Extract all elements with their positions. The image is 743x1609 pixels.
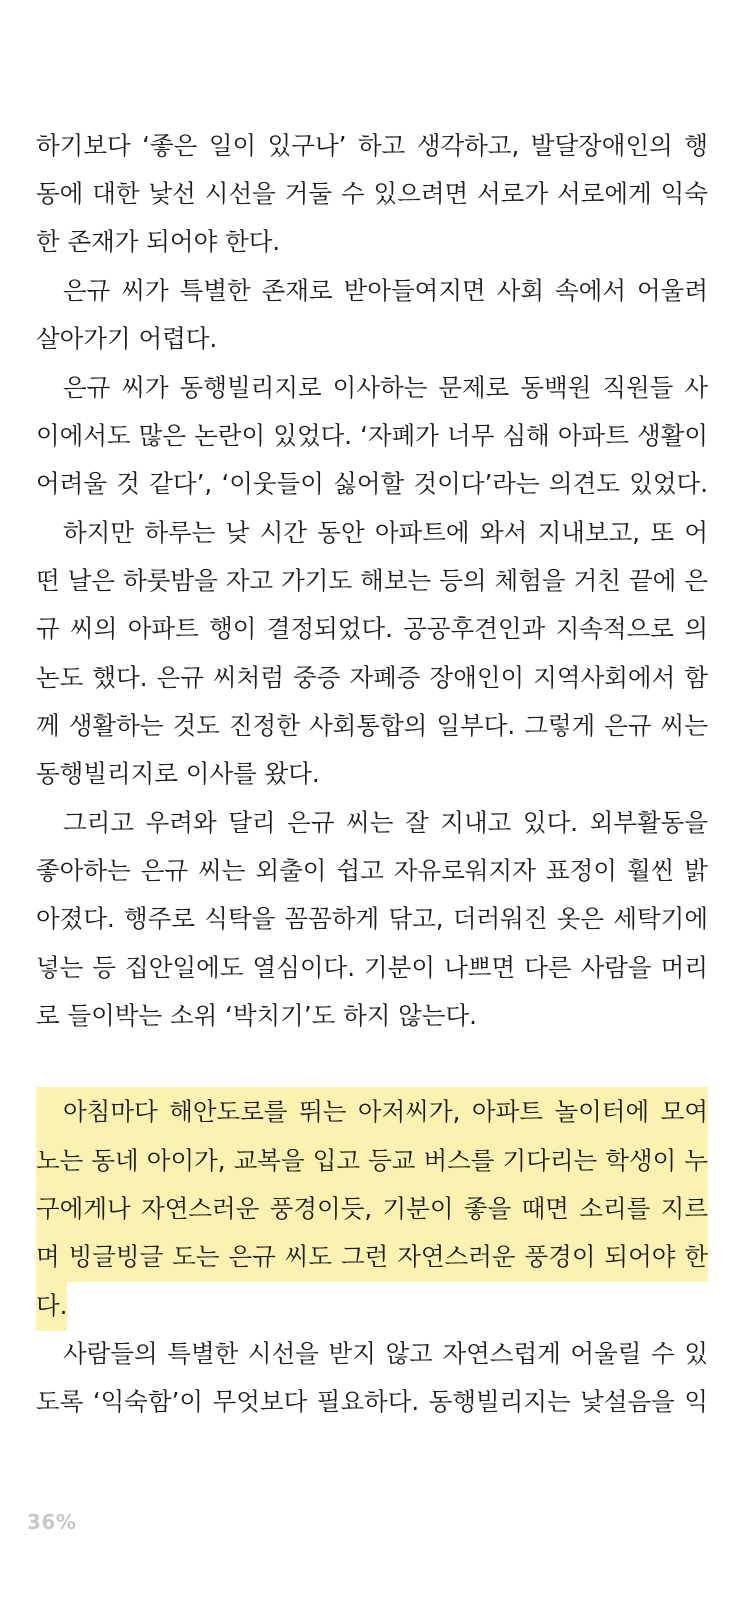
highlighted-text-line[interactable]: 아침마다 해안도로를 뛰는 아저씨가, 아파트 놀이터에 모여 (36, 1087, 708, 1137)
text-line: 이에서도 많은 논란이 있었다. ‘자폐가 너무 심해 아파트 생활이 (36, 421, 708, 450)
highlighted-text-line[interactable]: 구에게나 자연스러운 풍경이듯, 기분이 좋을 때면 소리를 지르 (36, 1184, 708, 1234)
text-line: 로 들이박는 소위 ‘박치기’도 하지 않는다. (36, 1001, 477, 1030)
text-line: 어려울 것 같다’, ‘이웃들이 싫어할 것이다’라는 의견도 있었다. (36, 469, 708, 498)
text-line: 동에 대한 낯선 시선을 거둘 수 있으려면 서로가 서로에게 익숙 (36, 179, 708, 208)
highlighted-text-line[interactable]: 노는 동네 아이가, 교복을 입고 등교 버스를 기다리는 학생이 누 (36, 1136, 708, 1186)
text-line: 한 존재가 되어야 한다. (36, 227, 281, 256)
text-line: 그리고 우려와 달리 은규 씨는 잘 지내고 있다. 외부활동을 (63, 808, 708, 837)
text-line: 은규 씨가 동행빌리지로 이사하는 문제로 동백원 직원들 사 (63, 373, 708, 402)
reading-progress: 36% (27, 1510, 77, 1534)
text-line: 좋아하는 은규 씨는 외출이 쉽고 자유로워지자 표정이 훨씬 밝 (36, 856, 708, 885)
text-line: 넣는 등 집안일에도 열심이다. 기분이 나쁘면 다른 사람을 머리 (36, 953, 708, 982)
text-line: 동행빌리지로 이사를 왔다. (36, 759, 320, 788)
text-line: 하기보다 ‘좋은 일이 있구나’ 하고 생각하고, 발달장애인의 행 (36, 131, 708, 160)
text-line: 하지만 하루는 낮 시간 동안 아파트에 와서 지내보고, 또 어 (63, 518, 708, 547)
text-line: 도록 ‘익숙함’이 무엇보다 필요하다. 동행빌리지는 낯설음을 익 (36, 1387, 708, 1416)
text-line: 규 씨의 아파트 행이 결정되었다. 공공후견인과 지속적으로 의 (36, 614, 708, 643)
highlighted-text-line[interactable]: 다. (36, 1281, 67, 1331)
text-line: 떤 날은 하룻밤을 자고 가기도 해보는 등의 체험을 거친 끝에 은 (36, 566, 708, 595)
text-line: 께 생활하는 것도 진정한 사회통합의 일부다. 그렇게 은규 씨는 (36, 711, 708, 740)
highlighted-text-line[interactable]: 며 빙글빙글 도는 은규 씨도 그런 자연스러운 풍경이 되어야 한 (36, 1232, 708, 1282)
text-line: 논도 했다. 은규 씨처럼 중증 자폐증 장애인이 지역사회에서 함 (36, 663, 708, 692)
text-line: 아졌다. 행주로 식탁을 꼼꼼하게 닦고, 더러워진 옷은 세탁기에 (36, 904, 708, 933)
text-line: 은규 씨가 특별한 존재로 받아들여지면 사회 속에서 어울려 (63, 276, 708, 305)
text-line: 살아가기 어렵다. (36, 324, 218, 353)
text-line: 사람들의 특별한 시선을 받지 않고 자연스럽게 어울릴 수 있 (63, 1339, 708, 1368)
